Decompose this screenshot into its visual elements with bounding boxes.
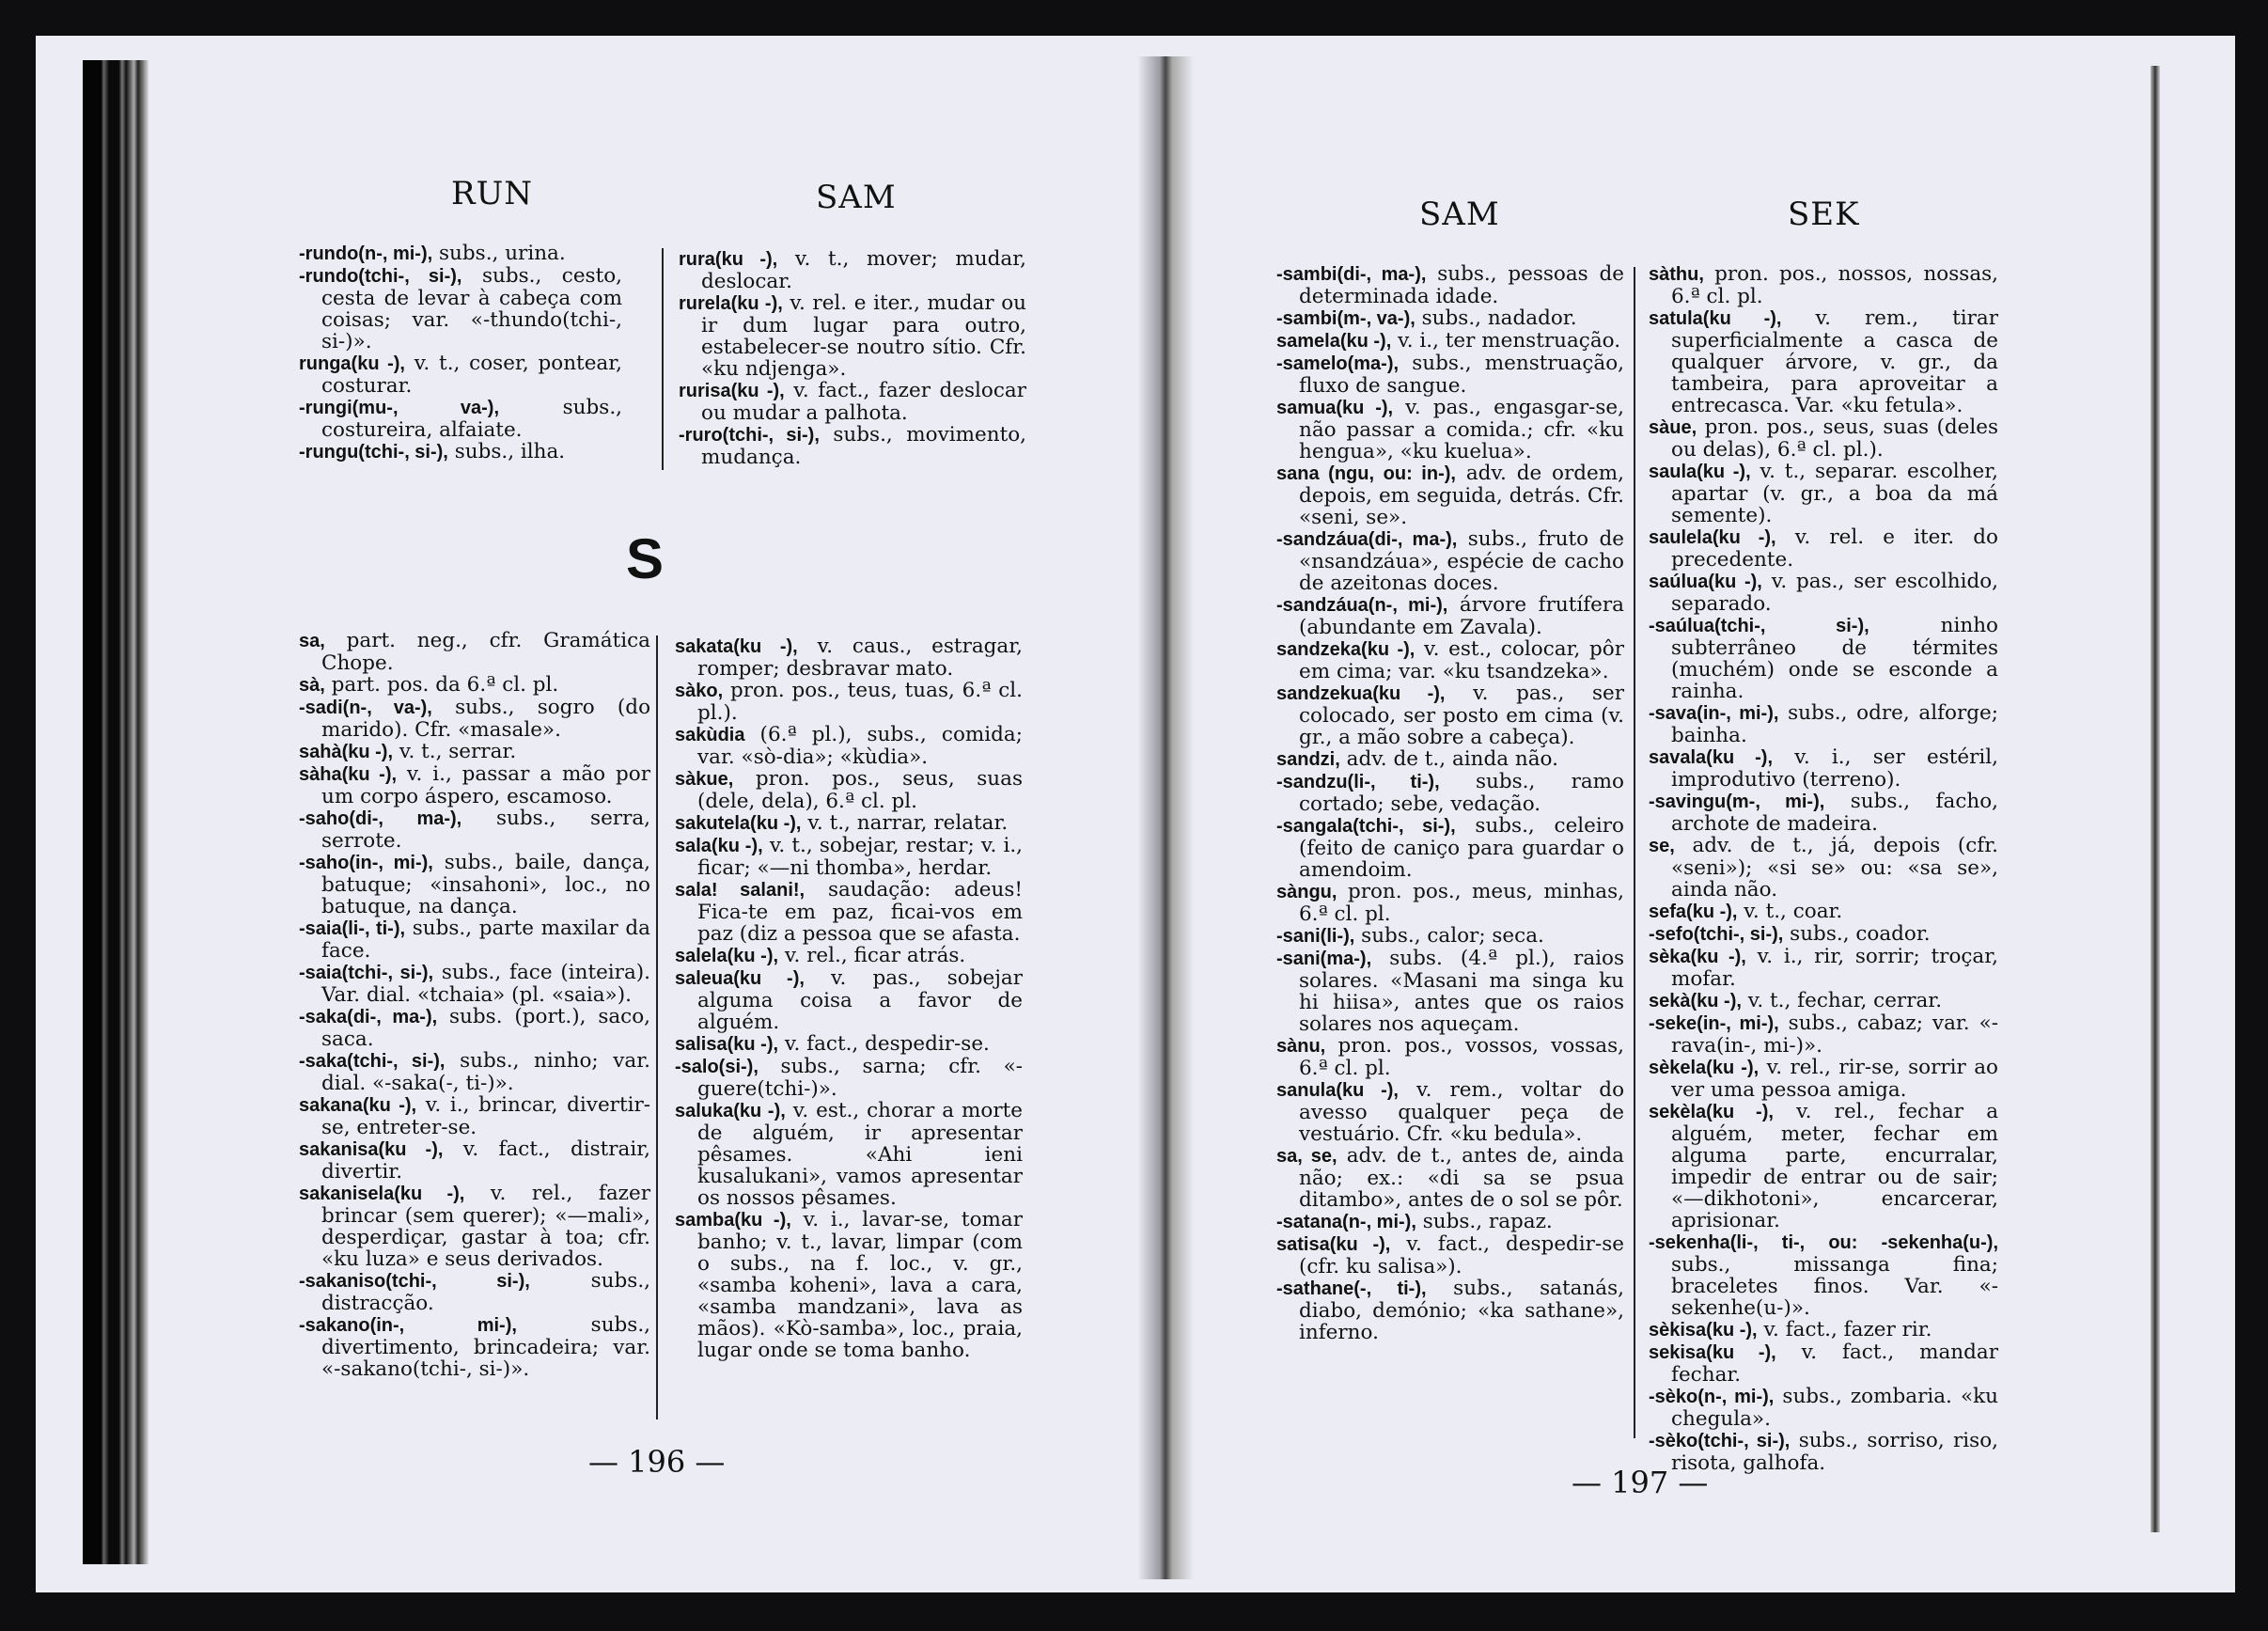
dictionary-entry [1276,1145,1624,1211]
dictionary-entry [1649,1341,1998,1386]
entry-headword: -rungi(mu-, va-), [299,398,500,418]
entry-headword: sàue, [1649,417,1697,438]
entry-definition: v. pas., ser colocado, ser posto em cima (v. gr., a mão sobre a cabeça). [1299,682,1625,749]
entry-headword: satula(ku -), [1649,308,1782,329]
entry-headword: -sani(li-), [1276,926,1355,947]
section-letter: S [626,527,665,590]
entry-definition: subs., cesto, cesta de levar à cabeça com coisas; var. «-thundo(tchi-, si-)». [321,264,623,353]
dictionary-entry [675,1056,1023,1100]
entry-definition: subs., missanga fina; braceletes finos. Var. «-sekenhe(u-)». [1671,1253,1998,1320]
dictionary-entry [675,835,1023,879]
dictionary-entry [1649,1231,1998,1319]
dictionary-entry [679,380,1026,424]
entry-headword: savala(ku -), [1649,747,1774,768]
dictionary-entry [1276,748,1624,771]
entry-definition: subs., divertimento, brincadeira; var. «-sakano(tchi-, si-)». [321,1313,650,1381]
entry-definition: v. t., mover; mudar, deslocar. [701,247,1026,293]
dictionary-entry [299,1050,650,1094]
left-top-column-1 [299,243,622,463]
entry-definition: subs., face (inteira). Var. dial. «tchaia» (pl. «saia»). [321,961,650,1007]
dictionary-entry [1649,1386,1998,1430]
entry-headword: sefa(ku -), [1649,902,1738,922]
entry-definition: saudação: adeus! Fica-te em paz, ficai-vos em paz (diz a pessoa que se afasta. [697,878,1024,946]
dictionary-entry [1649,1012,1998,1057]
dictionary-entry [675,1209,1023,1361]
entry-definition: subs. (4.ª pl.), raios solares. «Masani ma singa ku hi hiisa», antes que os raios solares nos aqueçam. [1299,947,1624,1036]
entry-definition: adv. de t., já, depois (cfr. «seni»); «si se» ou: «sa se», ainda não. [1671,834,1998,902]
entry-headword: samela(ku -), [1276,331,1392,352]
left-page-number: — 196 — [588,1444,726,1480]
book-binding-edge [83,60,149,1564]
entry-definition: v. caus., estragar, romper; desbravar mato. [697,635,1023,681]
entry-headword: -saia(tchi-, si-), [299,963,434,983]
entry-headword: -satana(n-, mi-), [1276,1212,1416,1232]
entry-headword: -sadi(n-, va-), [299,698,432,718]
entry-headword: sà, [299,675,325,696]
entry-headword: -sèko(n-, mi-), [1649,1387,1775,1407]
dictionary-entry [1649,835,1998,901]
entry-definition: pron. pos., seus, suas (dele, dela), 6.ª cl. pl. [697,767,1023,813]
entry-headword: -saho(di-, ma-), [299,808,462,829]
entry-headword: -sani(ma-), [1276,949,1372,969]
entry-headword: sala! salani!, [675,880,806,901]
entry-headword: se, [1649,836,1675,856]
entry-headword: sekèla(ku -), [1649,1102,1774,1122]
entry-headword: sala(ku -), [675,836,763,856]
entry-definition: v. t., coar. [1737,900,1843,923]
entry-headword: sèka(ku -), [1649,947,1746,967]
entry-definition: subs., cabaz; var. «-rava(in-, mi-)». [1671,1012,1999,1058]
left-header-right: SAM [816,179,897,216]
entry-definition: v. i., rir, sorrir; troçar, mofar. [1671,945,1998,991]
entry-definition: subs., rapaz. [1416,1210,1553,1233]
entry-headword: -saho(in-, mi-), [299,853,433,873]
dictionary-entry [299,763,650,808]
dictionary-entry [1276,771,1624,815]
dictionary-entry [299,852,650,917]
entry-definition: v. rem., voltar do avesso qualquer peça de vestuário. Cfr. «ku bedula». [1299,1078,1625,1146]
entry-headword: sàngu, [1276,882,1337,902]
dictionary-entry [1276,1233,1624,1278]
dictionary-entry [1649,263,1998,307]
dictionary-entry [1276,330,1624,353]
dictionary-entry [299,674,650,697]
entry-definition: pron. pos., nossos, nossas, 6.ª cl. pl. [1671,262,1998,308]
entry-definition: v. fact., despedir-se. [778,1032,990,1056]
entry-definition: subs. (port.), saco, saca. [321,1005,650,1051]
entry-definition: v. pas., sobejar alguma coisa a favor de alguém. [697,966,1023,1034]
dictionary-entry [1649,571,1998,615]
dictionary-entry [299,630,650,674]
entry-definition: v. est., colocar, pôr em cima; var. «ku tsandzeka». [1299,637,1624,683]
entry-headword: -sangala(tchi-, si-), [1276,816,1456,837]
entry-definition: subs., pessoas de determinada idade. [1299,262,1624,308]
entry-definition: v. t., fechar, cerrar. [1741,989,1943,1012]
entry-definition: v. i., lavar-se, tomar banho; v. t., lavar, limpar (com o subs., na f. loc., v. gr., «samba koheni», lava a cara, «samba mandzani», lava as mãos). «Kò-samba», loc., praia, lugar onde se toma banho. [697,1208,1023,1362]
entry-definition: v. t., sobejar, restar; v. i., ficar; «—ni thomba», herdar. [697,834,1024,880]
entry-headword: sandzekua(ku -), [1276,683,1446,704]
entry-headword: -sefo(tchi-, si-), [1649,924,1784,945]
dictionary-entry [299,265,622,353]
entry-headword: sakutela(ku -), [675,813,802,834]
entry-headword: sakana(ku -), [299,1095,417,1116]
entry-headword: sanula(ku -), [1276,1080,1399,1101]
entry-definition: v. fact., distrair, divertir. [321,1137,650,1184]
entry-definition: v. pas., ser escolhido, separado. [1671,570,1998,616]
right-header-left: SAM [1419,196,1500,233]
entry-headword: -rungu(tchi-, si-), [299,442,448,463]
entry-headword: rurisa(ku -), [679,381,785,401]
column-rule [656,635,658,1419]
entry-definition: subs., zombaria. «ku chegula». [1671,1385,1998,1431]
dictionary-entry [1276,263,1624,307]
dictionary-entry [299,1138,650,1183]
entry-headword: -sakano(in-, mi-), [299,1315,517,1336]
entry-definition: adv. de ordem, depois, em seguida, detrás. Cfr. «seni, se». [1299,462,1624,529]
entry-headword: -saka(di-, ma-), [299,1007,438,1027]
entry-definition: v. rem., tirar superficialmente a casca de qualquer árvore, v. gr., da tambeira, para aproveitar a entrecasca. Var. «ku fetula». [1671,306,1998,417]
dictionary-entry [1276,463,1624,528]
entry-headword: -salo(si-), [675,1057,759,1077]
dictionary-entry [299,962,650,1006]
entry-definition: v. i., brincar, divertir-se, entreter-se. [321,1093,651,1139]
entry-definition: subs., parte maxilar da face. [321,917,650,963]
entry-definition: subs., odre, alforge; bainha. [1671,701,1998,747]
dictionary-entry [1276,925,1624,948]
entry-headword: sahà(ku -), [299,742,394,762]
left-column-1 [299,630,650,1380]
dictionary-entry [675,879,1023,945]
dictionary-entry [1649,990,1998,1012]
dictionary-entry [1276,528,1624,594]
entry-definition: pron. pos., vossos, vossas, 6.ª cl. pl. [1299,1034,1624,1080]
entry-headword: -seke(in-, mi-), [1649,1013,1779,1034]
dictionary-entry [675,680,1023,724]
dictionary-entry [299,697,650,741]
entry-definition: v. fact., despedir-se (cfr. ku salisa»). [1299,1232,1624,1278]
dictionary-entry [1649,946,1998,990]
entry-definition: pron. pos., teus, tuas, 6.ª cl. pl.). [697,679,1023,725]
dictionary-entry [1649,307,1998,416]
entry-headword: saúlua(ku -), [1649,572,1762,592]
entry-headword: -sakaniso(tchi-, si-), [299,1271,530,1292]
entry-headword: -sandzáua(di-, ma-), [1276,529,1458,550]
entry-definition: v. i., ter menstruação. [1391,329,1621,353]
entry-headword: saluka(ku -), [675,1101,786,1121]
entry-definition: v. fact., mandar fechar. [1671,1341,1999,1387]
entry-definition: subs., calor; seca. [1354,924,1544,948]
entry-headword: sàkue, [675,769,734,790]
dictionary-entry [1276,353,1624,397]
entry-headword: saula(ku -), [1649,462,1751,482]
dictionary-entry [679,424,1026,468]
entry-headword: saleua(ku -), [675,968,805,989]
dictionary-entry [299,441,622,463]
entry-definition: subs., sarna; cfr. «-guere(tchi-)». [697,1055,1023,1101]
entry-headword: sandzi, [1276,749,1340,770]
entry-definition: subs., movimento, mudança. [701,423,1026,469]
entry-definition: part. neg., cfr. Gramática Chope. [321,629,650,675]
entry-headword: -savingu(m-, mi-), [1649,792,1825,812]
entry-headword: samua(ku -), [1276,398,1394,418]
entry-definition: subs., ilha. [447,440,566,463]
entry-definition: subs., sorriso, riso, risota, galhofa. [1671,1429,1998,1475]
entry-headword: sakata(ku -), [675,636,798,657]
right-page-number: — 197 — [1572,1465,1709,1500]
right-column-2 [1649,263,1998,1474]
entry-definition: subs., distracção. [321,1269,650,1315]
entry-definition: subs., sogro (do marido). Cfr. «masale». [321,696,651,742]
dictionary-entry [299,1006,650,1050]
entry-definition: v. t., coser, pontear, costurar. [321,352,622,398]
entry-headword: -rundo(tchi-, si-), [299,266,462,287]
entry-headword: -sambi(di-, ma-), [1276,264,1427,285]
entry-headword: sandzeka(ku -), [1276,639,1416,660]
entry-definition: v. est., chorar a morte de alguém, ir apresentar pêsames. «Ahi ieni kusalukani», vamos apresentar os nossos pêsames. [697,1099,1023,1210]
entry-definition: pron. pos., seus, suas (deles ou delas), 6.ª cl. pl.). [1671,416,1998,462]
entry-headword: -saka(tchi-, si-), [299,1051,446,1072]
entry-headword: sèkisa(ku -), [1649,1320,1758,1341]
entry-headword: sa, se, [1276,1146,1337,1167]
dictionary-entry [679,292,1026,380]
dictionary-entry [299,741,650,763]
entry-headword: runga(ku -), [299,353,405,374]
entry-definition: v. rel., fazer brincar (sem querer); «—mali», desperdiçar, gastar à toa; cfr. «ku luza» e seus derivados. [321,1182,650,1271]
entry-definition: v. fact., fazer deslocar ou mudar a palhota. [701,379,1026,425]
dictionary-entry [1276,594,1624,638]
dictionary-entry [675,967,1023,1033]
entry-definition: v. i., passar a mão por um corpo áspero, escamoso. [321,762,650,808]
entry-definition: subs., ramo cortado; sebe, vedação. [1299,770,1624,816]
dictionary-entry [299,1094,650,1138]
dictionary-entry [679,248,1026,292]
entry-headword: sekisa(ku -), [1649,1342,1776,1363]
entry-definition: v. t., narrar, relatar. [801,811,1009,835]
entry-headword: -sèko(tchi-, si-), [1649,1431,1791,1451]
entry-headword: -ruro(tchi-, si-), [679,425,820,446]
entry-headword: -sekenha(li-, ti-, ou: -sekenha(u-), [1649,1232,1998,1253]
entry-headword: -rundo(n-, mi-), [299,243,433,264]
entry-definition: v. rel. e iter., mudar ou ir dum lugar para outro, estabelecer-se noutro sítio. Cfr. «ku ndjenga». [701,291,1026,381]
entry-headword: -sandzu(li-, ti-), [1276,772,1440,792]
entry-headword: sànu, [1276,1036,1326,1057]
dictionary-entry [299,1183,650,1270]
dictionary-entry [675,812,1023,835]
dictionary-entry [1649,1319,1998,1341]
dictionary-entry [675,724,1023,768]
dictionary-entry [1649,1057,1998,1101]
dictionary-entry [1649,1101,1998,1231]
entry-definition: v. rel. e iter. do precedente. [1671,525,1998,572]
entry-definition: subs., menstruação, fluxo de sangue. [1299,352,1624,398]
dictionary-entry [1649,526,1998,571]
entry-headword: sàha(ku -), [299,764,398,785]
entry-headword: -saia(li-, ti-), [299,918,406,939]
entry-headword: -sathane(-, ti-), [1276,1278,1427,1299]
dictionary-entry [1276,881,1624,925]
entry-definition: v. fact., fazer rir. [1757,1318,1932,1341]
dictionary-entry [299,353,622,397]
entry-headword: satisa(ku -), [1276,1234,1391,1255]
left-header-left: RUN [451,175,534,212]
entry-definition: v. rel., rir-se, sorrir ao ver uma pessoa amiga. [1671,1056,1999,1102]
entry-headword: sakanisa(ku -), [299,1139,444,1160]
entry-headword: sekà(ku -), [1649,991,1742,1012]
entry-definition: (6.ª pl.), subs., comida; var. «sò-dia»; «kùdia». [697,723,1023,769]
entry-definition: subs., ninho; var. dial. «-saka(-, ti-)». [321,1049,650,1095]
dictionary-entry [1649,615,1998,702]
entry-definition: subs., facho, archote de madeira. [1671,790,1998,836]
entry-headword: sàthu, [1649,264,1704,285]
dictionary-entry [1276,1079,1624,1145]
dictionary-entry [1649,901,1998,923]
entry-headword: -saúlua(tchi-, si-), [1649,616,1869,636]
entry-definition: v. t., separar. escolher, apartar (v. gr., a boa da má semente). [1671,460,1998,527]
entry-headword: -sambi(m-, va-), [1276,308,1416,329]
entry-headword: sa, [299,631,325,651]
dictionary-entry [299,808,650,852]
dictionary-entry [1276,815,1624,881]
dictionary-entry [1649,702,1998,746]
entry-headword: samba(ku -), [675,1210,791,1231]
entry-definition: subs., baile, dança, batuque; «insahoni», loc., no batuque, na dança. [321,851,650,918]
dictionary-entry [1649,746,1998,791]
column-rule [662,248,664,470]
entry-definition: subs., costureira, alfaiate. [321,396,622,442]
dictionary-entry [1649,461,1998,526]
dictionary-entry [675,635,1023,680]
entry-headword: rura(ku -), [679,249,778,270]
entry-headword: rurela(ku -), [679,293,783,314]
dictionary-entry [1276,397,1624,463]
entry-definition: subs., celeiro (feito de caniço para guardar o amendoim. [1299,814,1624,882]
book-gutter [1137,56,1194,1579]
column-rule [1634,267,1635,1438]
entry-definition: pron. pos., meus, minhas, 6.ª cl. pl. [1299,880,1624,926]
dictionary-entry [675,1033,1023,1056]
dictionary-entry [1276,307,1624,330]
dictionary-entry [1276,682,1624,748]
dictionary-entry [299,1270,650,1314]
entry-definition: subs., fruto de «nsandzáua», espécie de cacho de azeitonas doces. [1299,527,1624,595]
dictionary-entry [1276,948,1624,1035]
entry-headword: sakanisela(ku -), [299,1184,465,1204]
dictionary-entry [1276,1211,1624,1233]
dictionary-entry [299,243,622,265]
dictionary-entry [299,917,650,962]
entry-headword: sana (ngu, ou: in-), [1276,463,1456,484]
right-column-1 [1276,263,1624,1343]
dictionary-entry [675,768,1023,812]
entry-definition: adv. de t., antes de, ainda não; ex.: «di sa se psua ditambo», antes de o sol se pôr. [1299,1144,1624,1212]
entry-definition: adv. de t., ainda não. [1339,747,1558,771]
entry-definition: subs., serra, serrote. [321,807,650,853]
entry-headword: saulela(ku -), [1649,527,1776,548]
entry-definition: subs., nadador. [1415,306,1577,330]
dictionary-entry [1276,638,1624,682]
left-top-column-2 [679,248,1026,468]
page-right-edge [2151,66,2160,1532]
entry-headword: sakùdia [675,725,745,745]
dictionary-entry [675,1100,1023,1209]
right-header-right: SEK [1788,196,1860,233]
dictionary-entry [299,397,622,441]
entry-definition: part. pos. da 6.ª cl. pl. [324,673,559,697]
dictionary-entry [299,1314,650,1380]
left-column-2 [675,635,1023,1361]
dictionary-entry [1649,923,1998,946]
dictionary-entry [1649,416,1998,461]
entry-headword: sèkela(ku -), [1649,1058,1760,1078]
dictionary-entry [675,945,1023,967]
entry-definition: ninho subterrâneo de térmites (muchém) onde se esconde a rainha. [1671,614,1998,703]
entry-definition: v. pas., engasgar-se, não passar a comida.; cfr. «ku henguа», «ku kuelua». [1299,396,1624,463]
entry-headword: salela(ku -), [675,946,779,966]
dictionary-entry [1276,1035,1624,1079]
entry-definition: subs., urina. [432,242,566,265]
entry-headword: -samelo(ma-), [1276,353,1400,374]
entry-headword: sàko, [675,681,724,701]
entry-definition: subs., coador. [1783,922,1931,946]
entry-headword: -sava(in-, mi-), [1649,703,1779,724]
entry-definition: v. i., ser estéril, improdutivo (terreno). [1671,745,1998,792]
dictionary-entry [1276,1278,1624,1343]
entry-definition: v. rel., fechar a alguém, meter, fechar em alguma parte, encurralar, impedir de entrar ou de sair; «—dikhotoni», encarcerar, aprisionar. [1671,1100,1999,1232]
entry-headword: -sandzáua(n-, mi-), [1276,595,1448,616]
entry-definition: árvore frutífera (abundante em Zavala). [1299,593,1625,639]
entry-definition: v. rel., ficar atrás. [778,944,966,967]
entry-definition: subs., satanás, diabo, demónio; «ka sathane», inferno. [1299,1277,1624,1344]
entry-headword: salisa(ku -), [675,1034,779,1055]
dictionary-entry [1649,791,1998,835]
entry-definition: v. t., serrar. [393,740,517,763]
